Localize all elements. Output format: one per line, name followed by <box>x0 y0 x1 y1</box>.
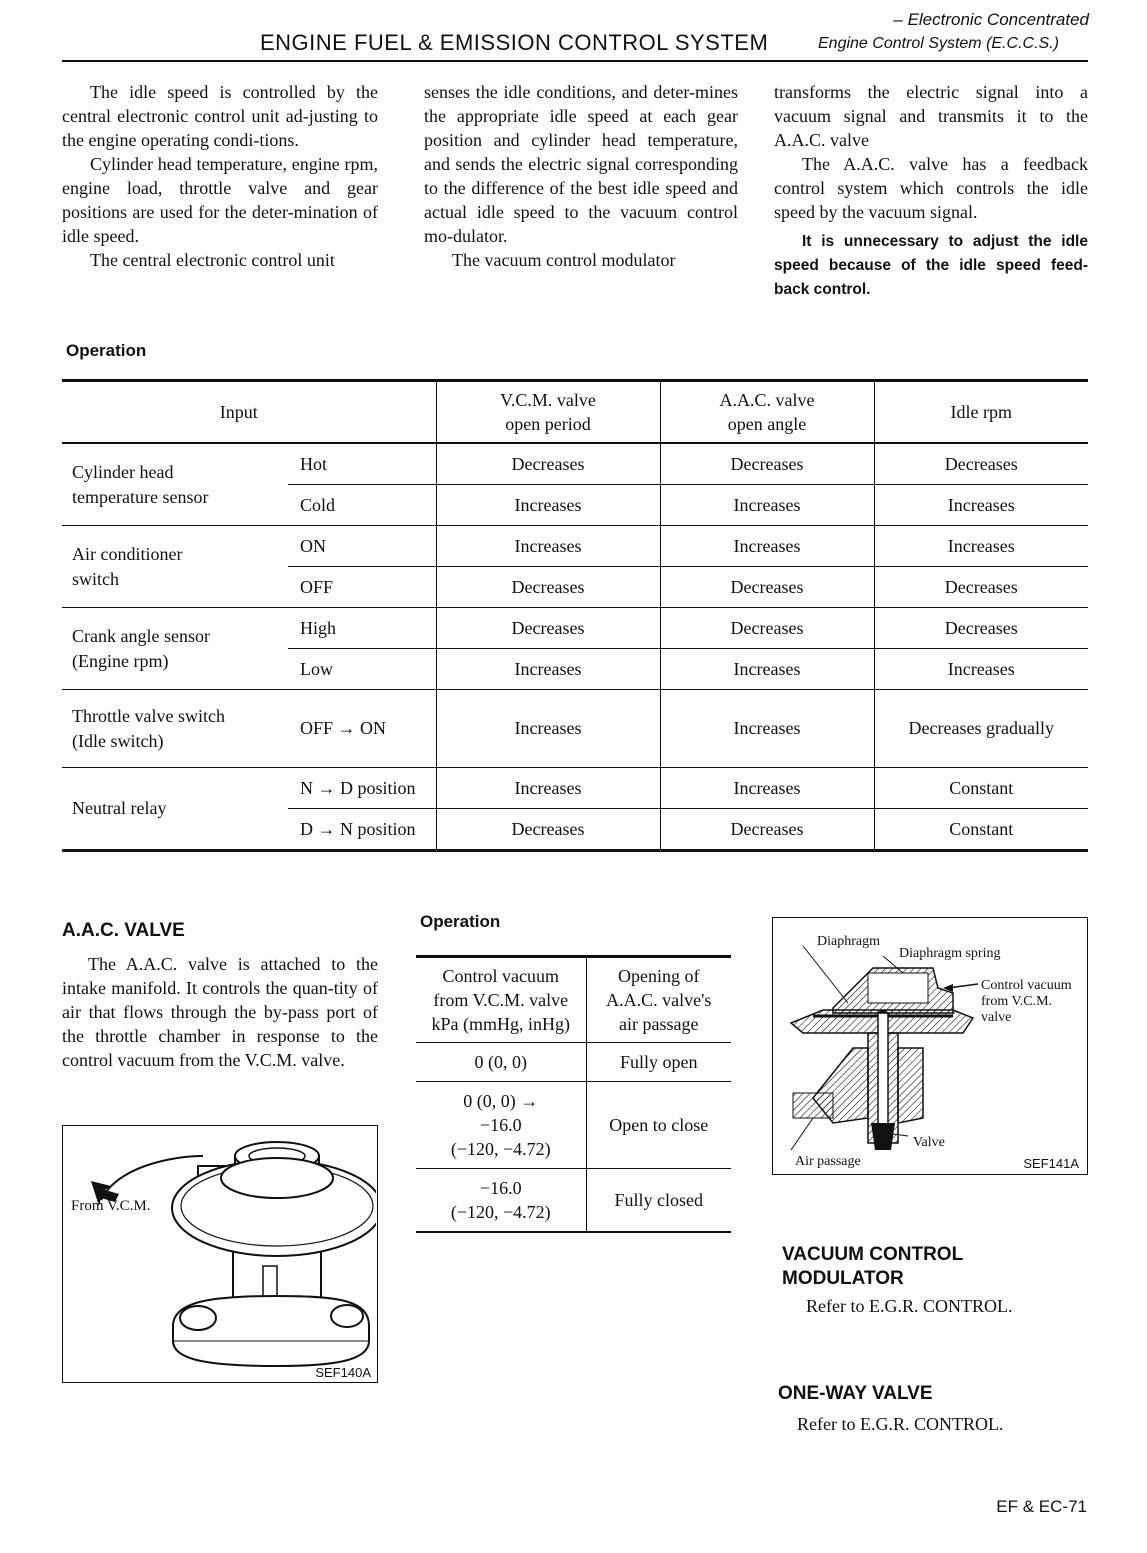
intro-paragraph: The A.A.C. valve has a feedback control system which controls the idle speed by the vacuum signal. <box>774 154 1088 222</box>
input-name: Cylinder head temperature sensor <box>72 461 209 507</box>
idle-value: Decreases <box>874 443 1088 485</box>
table-row <box>62 526 1088 567</box>
operation2-title: Operation <box>420 912 501 931</box>
table-row <box>62 768 1088 809</box>
label-diaphragm-spring: Diaphragm spring <box>899 946 1001 961</box>
vcm-value: Decreases <box>436 809 660 851</box>
aac-valve-figure <box>62 1125 378 1383</box>
vacuum-value: −16.0 (−120, −4.72) <box>450 1178 551 1222</box>
aac-valve-drawing <box>63 1126 376 1381</box>
column-header-opening: Opening of A.A.C. valve's air passage <box>586 957 731 1043</box>
vcm-value: Increases <box>436 485 660 526</box>
input-name: Throttle valve switch (Idle switch) <box>72 705 225 751</box>
idle-value: Constant <box>874 768 1088 809</box>
column-header-vcm: V.C.M. valve open period <box>436 381 660 444</box>
vcm-value: Increases <box>436 649 660 690</box>
idle-value: Increases <box>874 526 1088 567</box>
header-rule <box>62 60 1088 62</box>
idle-value: Decreases gradually <box>874 690 1088 768</box>
table-row <box>416 1082 731 1169</box>
aac-value: Increases <box>660 768 874 809</box>
idle-value: Decreases <box>874 608 1088 649</box>
intro-paragraph: The central electronic control unit <box>90 250 335 270</box>
input-state: OFF <box>300 576 334 597</box>
intro-column-3 <box>774 80 1088 302</box>
label-valve: Valve <box>913 1135 945 1150</box>
aac-operation-table <box>416 955 731 1233</box>
header-subsystem: Engine Control System (E.C.C.S.) <box>818 35 1059 52</box>
idle-value: Constant <box>874 809 1088 851</box>
header-section-subtitle: – Electronic Concentrated <box>893 10 1089 29</box>
column-header-aac: A.A.C. valve open angle <box>660 381 874 444</box>
vcm-value: Decreases <box>436 443 660 485</box>
vcm-value: Decreases <box>436 567 660 608</box>
aac-value: Decreases <box>660 809 874 851</box>
vcm-value: Increases <box>436 526 660 567</box>
label-control-vacuum: Control vacuum from V.C.M. valve <box>981 978 1072 1025</box>
input-name: Neutral relay <box>72 798 167 818</box>
vcm-value: Increases <box>436 690 660 768</box>
table-row <box>62 690 1088 768</box>
vcm-value: Decreases <box>436 608 660 649</box>
opening-value: Fully closed <box>586 1169 731 1233</box>
idle-value: Increases <box>874 649 1088 690</box>
table-row <box>62 443 1088 485</box>
intro-paragraph: The vacuum control modulator <box>452 250 676 270</box>
opening-value: Fully open <box>586 1043 731 1082</box>
oneway-section-title: ONE-WAY VALVE <box>778 1383 933 1404</box>
vacuum-value: 0 (0, 0) → −16.0 (−120, −4.72) <box>450 1091 551 1159</box>
figure-code: SEF141A <box>1023 1156 1079 1171</box>
column-header-control-vacuum: Control vacuum from V.C.M. valve kPa (mmHg, inHg) <box>431 966 570 1034</box>
intro-column-1 <box>62 80 378 272</box>
intro-paragraph: senses the idle conditions, and deter-mines the appropriate idle speed at each gear position and cylinder head temperature, and sends the electric signal corresponding to the difference of the best idle speed and actual idle speed to the vacuum control mo-dulator. <box>424 82 738 246</box>
header-title: ENGINE FUEL & EMISSION CONTROL SYSTEM <box>260 30 769 55</box>
aac-value: Increases <box>660 649 874 690</box>
intro-note: It is unnecessary to adjust the idle speed because of the idle speed feed-back control. <box>774 233 1088 298</box>
aac-value: Decreases <box>660 608 874 649</box>
aac-value: Increases <box>660 690 874 768</box>
input-state: Low <box>300 658 333 679</box>
intro-column-2 <box>424 80 738 272</box>
input-state: High <box>288 608 436 649</box>
vcm-section-title: VACUUM CONTROL MODULATOR <box>782 1244 964 1289</box>
input-name: Crank angle sensor (Engine rpm) <box>72 625 210 671</box>
vcm-section-text: Refer to E.G.R. CONTROL. <box>806 1296 1013 1316</box>
label-diaphragm: Diaphragm <box>817 934 880 949</box>
intro-paragraph: Cylinder head temperature, engine rpm, engine load, throttle valve and gear positions are used for the deter-mination of idle speed. <box>62 154 378 246</box>
table-row <box>416 1043 731 1082</box>
intro-paragraph: The idle speed is controlled by the central electronic control unit ad-justing to the engine operating condi-tions. <box>62 82 378 150</box>
input-state: D → N position <box>300 818 416 839</box>
column-header-idle: Idle rpm <box>874 381 1088 444</box>
opening-value: Open to close <box>586 1082 731 1169</box>
operation-table <box>62 379 1088 852</box>
aac-valve-title: A.A.C. VALVE <box>62 920 185 941</box>
aac-value: Increases <box>660 526 874 567</box>
aac-valve-text <box>62 952 378 1072</box>
aac-valve-cutaway-figure <box>772 917 1088 1175</box>
vacuum-value: 0 (0, 0) <box>474 1052 527 1072</box>
vcm-value: Increases <box>436 768 660 809</box>
table-row <box>416 1169 731 1233</box>
figure-code: SEF140A <box>315 1365 371 1380</box>
operation-title: Operation <box>66 341 147 360</box>
label-air-passage: Air passage <box>795 1154 861 1169</box>
aac-value: Decreases <box>660 443 874 485</box>
figure-label-from-vcm: From V.C.M. <box>71 1198 151 1214</box>
input-name: Air conditioner switch <box>72 543 183 589</box>
table-header-row <box>62 381 1088 444</box>
input-state: OFF → ON <box>300 718 387 738</box>
aac-value: Increases <box>660 485 874 526</box>
oneway-section-text: Refer to E.G.R. CONTROL. <box>797 1414 1004 1434</box>
aac-value: Decreases <box>660 567 874 608</box>
input-state: Hot <box>288 443 436 485</box>
aac-valve-paragraph: The A.A.C. valve is attached to the intake manifold. It controls the quan-tity of air that flows through the by-pass port of the throttle chamber in response to the control vacuum from the V.C.M. valve. <box>62 954 378 1070</box>
column-header-input: Input <box>219 402 258 422</box>
page-number: EF & EC-71 <box>996 1497 1087 1516</box>
input-state: Cold <box>300 494 336 515</box>
input-state: ON <box>288 526 436 567</box>
input-state: N → D position <box>288 768 436 809</box>
table-row <box>62 608 1088 649</box>
intro-paragraph: transforms the electric signal into a vacuum signal and transmits it to the A.A.C. valve <box>774 82 1088 150</box>
idle-value: Decreases <box>874 567 1088 608</box>
idle-value: Increases <box>874 485 1088 526</box>
table-header-row <box>416 957 731 1043</box>
